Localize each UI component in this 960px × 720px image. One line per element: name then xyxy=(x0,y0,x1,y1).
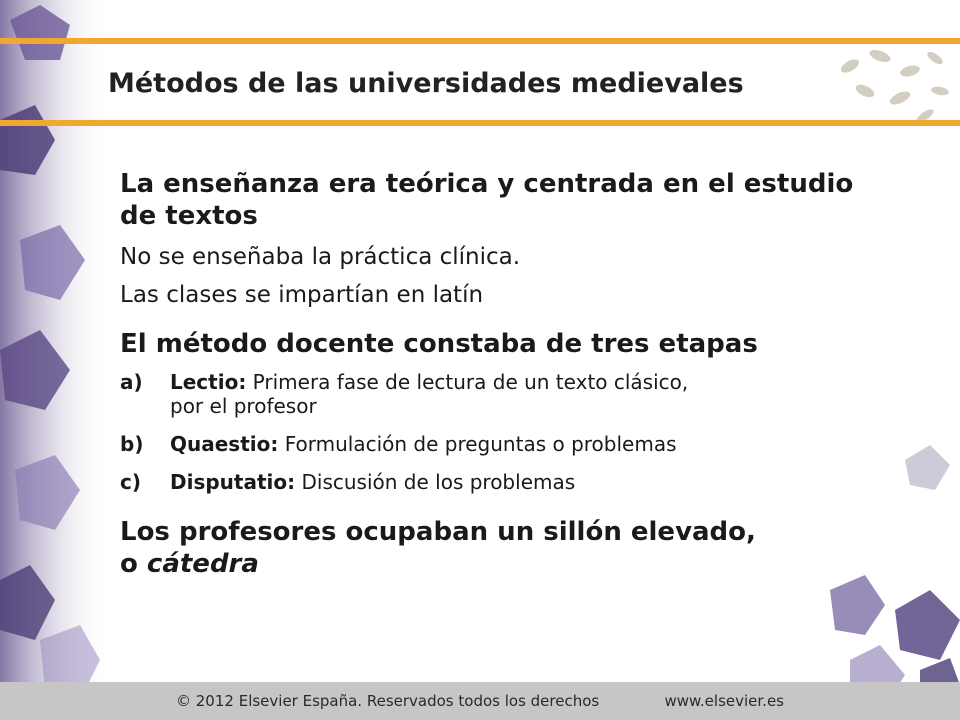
list-item-desc: Primera fase de lectura de un texto clásico, xyxy=(246,370,689,394)
list-item xyxy=(120,470,900,494)
list-item xyxy=(120,370,900,418)
list-item-text xyxy=(170,432,677,456)
footer-copyright: © 2012 Elsevier España. Reservados todos los derechos xyxy=(176,692,600,710)
list-item-term: Disputatio: xyxy=(170,470,296,494)
list-item-marker: b) xyxy=(120,432,144,456)
title-bar-bottom-rule xyxy=(0,120,960,126)
list-item-desc-line2: por el profesor xyxy=(170,394,317,418)
slide-title: Métodos de las universidades medievales xyxy=(108,68,744,99)
list-item-marker: c) xyxy=(120,470,141,494)
section1-heading-line2: de textos xyxy=(120,201,258,231)
section3-line1: Los profesores ocupaban un sillón elevado, xyxy=(120,517,756,547)
left-decoration xyxy=(0,0,110,720)
section1-heading-line1: La enseñanza era teórica y centrada en el estudio xyxy=(120,169,854,199)
list-item xyxy=(120,432,900,456)
section2-heading: El método docente constaba de tres etapas xyxy=(120,329,758,359)
title-bar-top-rule xyxy=(0,38,960,44)
list-item-desc: Discusión de los problemas xyxy=(295,470,576,494)
section3-line2-italic: cátedra xyxy=(146,549,259,579)
section1-line1: No se enseñaba la práctica clínica. xyxy=(120,244,521,270)
list-item-text xyxy=(170,470,575,494)
section1-heading xyxy=(120,168,900,232)
slide-content xyxy=(120,168,900,580)
hexagon-shape xyxy=(895,590,960,660)
section1-line2: Las clases se impartían en latín xyxy=(120,282,484,308)
list-item-term: Quaestio: xyxy=(170,432,279,456)
list-item-marker: a) xyxy=(120,370,143,394)
list-item-term: Lectio: xyxy=(170,370,247,394)
list-item-text xyxy=(170,370,688,418)
section3-text xyxy=(120,516,900,580)
hexagon-shape xyxy=(905,445,950,490)
section3-line2-prefix: o xyxy=(120,549,147,579)
list-item-desc: Formulación de preguntas o problemas xyxy=(278,432,677,456)
hexagon-shape xyxy=(830,575,885,635)
footer-website: www.elsevier.es xyxy=(664,692,784,710)
